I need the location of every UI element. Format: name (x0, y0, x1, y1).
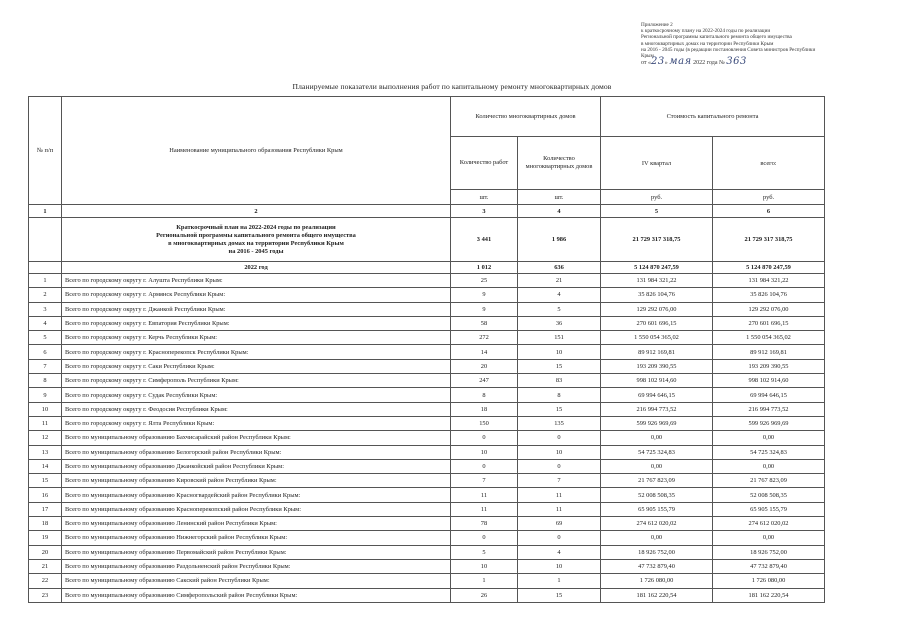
header-total: всего: (713, 137, 825, 190)
row-name: Всего по муниципальному образованию Нижнегорский район Республики Крым: (62, 531, 451, 545)
row-name: Всего по муниципальному образованию Белогорский район Республики Крым: (62, 445, 451, 459)
header-houses: Количество многоквартирных домов (518, 137, 601, 190)
row-total: 181 162 220,54 (713, 588, 825, 602)
year-row (29, 262, 825, 274)
annex-sign-day: 23 (651, 56, 665, 68)
table-row (29, 359, 825, 373)
row-name: Всего по городскому округу г. Керчь Республики Крым: (62, 331, 451, 345)
row-name: Всего по муниципальному образованию Симферопольский район Республики Крым: (62, 588, 451, 602)
row-name: Всего по муниципальному образованию Сакский район Республики Крым: (62, 574, 451, 588)
unit-houses: шт. (518, 190, 601, 205)
summary-name-line: в многоквартирных домах на территории Республики Крым (168, 239, 344, 247)
row-number: 16 (29, 488, 62, 502)
row-houses: 1 (518, 574, 601, 588)
table-row (29, 531, 825, 545)
summary-q4: 21 729 317 318,75 (601, 218, 713, 262)
row-number: 15 (29, 474, 62, 488)
summary-total: 21 729 317 318,75 (713, 218, 825, 262)
annex-line: Крым (641, 53, 654, 60)
col-number: 2 (62, 205, 451, 218)
row-total: 0,00 (713, 459, 825, 473)
row-name: Всего по муниципальному образованию Ленинский район Республики Крым: (62, 517, 451, 531)
header-name: Наименование муниципального образования Республики Крым (62, 97, 451, 205)
col-number: 1 (29, 205, 62, 218)
summary-name-line: Краткосрочный план на 2022-2024 годы по реализации (176, 223, 336, 231)
year-label: 2022 год (62, 262, 451, 274)
header-group-count: Количество многоквартирных домов (451, 97, 601, 137)
row-name: Всего по городскому округу г. Джанкой Республики Крым: (62, 302, 451, 316)
col-number: 4 (518, 205, 601, 218)
table-row (29, 517, 825, 531)
row-works: 78 (451, 517, 518, 531)
annex-signature-line: от «23» мая 2022 года № 363 (641, 56, 747, 68)
row-total: 599 926 969,69 (713, 416, 825, 430)
row-name: Всего по городскому округу г. Армянск Республики Крым: (62, 288, 451, 302)
table-row (29, 488, 825, 502)
row-total: 21 767 823,09 (713, 474, 825, 488)
row-number: 4 (29, 316, 62, 330)
row-name: Всего по муниципальному образованию Красногвардейский район Республики Крым: (62, 488, 451, 502)
row-houses: 21 (518, 274, 601, 288)
table-body (29, 274, 825, 603)
table-row (29, 545, 825, 559)
row-total: 35 826 104,76 (713, 288, 825, 302)
summary-works: 3 441 (451, 218, 518, 262)
row-total: 270 601 696,15 (713, 316, 825, 330)
row-q4: 35 826 104,76 (601, 288, 713, 302)
row-total: 131 984 321,22 (713, 274, 825, 288)
row-houses: 11 (518, 502, 601, 516)
row-name: Всего по городскому округу г. Судак Республики Крым: (62, 388, 451, 402)
table-header (29, 97, 825, 274)
repair-plan-table (28, 96, 825, 603)
row-total: 998 102 914,60 (713, 374, 825, 388)
row-number: 3 (29, 302, 62, 316)
row-name: Всего по муниципальному образованию Первомайский район Республики Крым: (62, 545, 451, 559)
row-name: Всего по городскому округу г. Ялта Республики Крым: (62, 416, 451, 430)
year-total: 5 124 870 247,59 (713, 262, 825, 274)
row-works: 9 (451, 302, 518, 316)
row-works: 25 (451, 274, 518, 288)
row-number: 17 (29, 502, 62, 516)
table-row (29, 316, 825, 330)
row-q4: 193 209 390,55 (601, 359, 713, 373)
row-houses: 15 (518, 588, 601, 602)
table-row (29, 559, 825, 573)
year-works: 1 012 (451, 262, 518, 274)
row-q4: 998 102 914,60 (601, 374, 713, 388)
row-number: 8 (29, 374, 62, 388)
row-q4: 599 926 969,69 (601, 416, 713, 430)
row-works: 0 (451, 431, 518, 445)
table-row (29, 431, 825, 445)
row-total: 216 994 773,52 (713, 402, 825, 416)
row-number: 7 (29, 359, 62, 373)
row-name: Всего по муниципальному образованию Кировский район Республики Крым: (62, 474, 451, 488)
row-number: 19 (29, 531, 62, 545)
unit-q4: руб. (601, 190, 713, 205)
annex-line: в многоквартирных домах на территории Республики Крым (641, 40, 774, 47)
row-q4: 18 926 752,00 (601, 545, 713, 559)
row-houses: 4 (518, 545, 601, 559)
annex-line: на 2016 - 2045 годы (в редакции постановления Совета министров Республики (641, 46, 816, 53)
summary-houses: 1 986 (518, 218, 601, 262)
row-total: 69 994 646,15 (713, 388, 825, 402)
row-houses: 135 (518, 416, 601, 430)
annex-note (641, 22, 876, 66)
row-works: 10 (451, 445, 518, 459)
row-number: 9 (29, 388, 62, 402)
unit-works: шт. (451, 190, 518, 205)
row-houses: 15 (518, 359, 601, 373)
row-works: 10 (451, 559, 518, 573)
unit-total: руб. (713, 190, 825, 205)
row-q4: 0,00 (601, 459, 713, 473)
row-q4: 131 984 321,22 (601, 274, 713, 288)
row-works: 7 (451, 474, 518, 488)
row-works: 26 (451, 588, 518, 602)
row-houses: 69 (518, 517, 601, 531)
row-total: 129 292 076,00 (713, 302, 825, 316)
row-total: 65 905 155,79 (713, 502, 825, 516)
row-total: 1 726 080,00 (713, 574, 825, 588)
row-name: Всего по муниципальному образованию Бахчисарайский район Республики Крым: (62, 431, 451, 445)
row-number: 14 (29, 459, 62, 473)
row-total: 1 550 054 365,02 (713, 331, 825, 345)
year-q4: 5 124 870 247,59 (601, 262, 713, 274)
table-row (29, 388, 825, 402)
row-works: 247 (451, 374, 518, 388)
row-name: Всего по муниципальному образованию Красноперекопский район Республики Крым: (62, 502, 451, 516)
table-row (29, 474, 825, 488)
row-number: 20 (29, 545, 62, 559)
annex-sign-month: мая (669, 56, 692, 68)
table-row (29, 345, 825, 359)
row-number: 23 (29, 588, 62, 602)
row-houses: 5 (518, 302, 601, 316)
row-q4: 65 905 155,79 (601, 502, 713, 516)
row-name: Всего по городскому округу г. Алушта Республики Крым: (62, 274, 451, 288)
row-houses: 7 (518, 474, 601, 488)
row-houses: 0 (518, 459, 601, 473)
row-houses: 4 (518, 288, 601, 302)
row-q4: 270 601 696,15 (601, 316, 713, 330)
row-number: 18 (29, 517, 62, 531)
row-works: 0 (451, 531, 518, 545)
row-name: Всего по городскому округу г. Саки Республики Крым: (62, 359, 451, 373)
col-number: 3 (451, 205, 518, 218)
row-q4: 1 550 054 365,02 (601, 331, 713, 345)
row-number: 22 (29, 574, 62, 588)
row-houses: 0 (518, 431, 601, 445)
row-works: 9 (451, 288, 518, 302)
row-q4: 21 767 823,09 (601, 474, 713, 488)
row-houses: 10 (518, 345, 601, 359)
table-row (29, 445, 825, 459)
annex-sign-number: 363 (726, 56, 747, 68)
row-number: 13 (29, 445, 62, 459)
row-houses: 36 (518, 316, 601, 330)
row-works: 14 (451, 345, 518, 359)
row-name: Всего по городскому округу г. Симферополь Республики Крым: (62, 374, 451, 388)
summary-name (62, 218, 451, 262)
annex-line: Приложение 2 (641, 22, 673, 28)
row-q4: 89 912 169,81 (601, 345, 713, 359)
row-name: Всего по городскому округу г. Евпатория Республики Крым: (62, 316, 451, 330)
row-total: 47 732 879,40 (713, 559, 825, 573)
row-works: 58 (451, 316, 518, 330)
table-row (29, 402, 825, 416)
document-title: Планируемые показатели выполнения работ по капитальному ремонту многоквартирных домов (292, 82, 612, 91)
row-works: 5 (451, 545, 518, 559)
row-works: 0 (451, 459, 518, 473)
row-houses: 10 (518, 445, 601, 459)
col-number: 5 (601, 205, 713, 218)
row-number: 10 (29, 402, 62, 416)
row-q4: 0,00 (601, 431, 713, 445)
annex-line: Региональной программы капитального ремонта общего имущества (641, 34, 792, 41)
row-works: 8 (451, 388, 518, 402)
row-works: 150 (451, 416, 518, 430)
table-row (29, 302, 825, 316)
row-number: 11 (29, 416, 62, 430)
row-houses: 8 (518, 388, 601, 402)
row-total: 0,00 (713, 431, 825, 445)
table-row (29, 374, 825, 388)
row-total: 193 209 390,55 (713, 359, 825, 373)
table-row (29, 502, 825, 516)
row-houses: 83 (518, 374, 601, 388)
row-q4: 47 732 879,40 (601, 559, 713, 573)
table-row (29, 331, 825, 345)
table-row (29, 288, 825, 302)
year-houses: 636 (518, 262, 601, 274)
summary-name-line: на 2016 - 2045 годы (228, 247, 284, 255)
row-q4: 181 162 220,54 (601, 588, 713, 602)
row-total: 274 612 020,02 (713, 517, 825, 531)
row-q4: 54 725 324,83 (601, 445, 713, 459)
row-houses: 10 (518, 559, 601, 573)
row-total: 0,00 (713, 531, 825, 545)
summary-row (29, 218, 825, 262)
row-number: 6 (29, 345, 62, 359)
annex-sign-year: 2022 года № (693, 60, 725, 67)
row-q4: 69 994 646,15 (601, 388, 713, 402)
row-total: 18 926 752,00 (713, 545, 825, 559)
table-row (29, 459, 825, 473)
row-q4: 0,00 (601, 531, 713, 545)
row-total: 52 008 508,35 (713, 488, 825, 502)
row-number: 2 (29, 288, 62, 302)
header-num: № п/п (29, 97, 62, 205)
row-total: 89 912 169,81 (713, 345, 825, 359)
row-name: Всего по городскому округу г. Красноперекопск Республики Крым: (62, 345, 451, 359)
row-number: 12 (29, 431, 62, 445)
header-works: Количество работ (451, 137, 518, 190)
row-works: 18 (451, 402, 518, 416)
row-works: 11 (451, 488, 518, 502)
row-works: 20 (451, 359, 518, 373)
row-q4: 129 292 076,00 (601, 302, 713, 316)
table-row (29, 588, 825, 602)
summary-name-line: Региональной программы капитального ремонта общего имущества (156, 231, 356, 239)
row-name: Всего по муниципальному образованию Джанкойский район Республики Крым: (62, 459, 451, 473)
header-group-cost: Стоимость капитального ремонта (601, 97, 825, 137)
annex-line: к краткосрочному плану на 2022-2024 годы по реализации (641, 28, 771, 35)
row-name: Всего по городскому округу г. Феодосия Республики Крым: (62, 402, 451, 416)
row-number: 21 (29, 559, 62, 573)
row-houses: 11 (518, 488, 601, 502)
row-houses: 0 (518, 531, 601, 545)
col-number: 6 (713, 205, 825, 218)
table-row (29, 416, 825, 430)
row-q4: 216 994 773,52 (601, 402, 713, 416)
row-number: 5 (29, 331, 62, 345)
row-q4: 52 008 508,35 (601, 488, 713, 502)
row-houses: 15 (518, 402, 601, 416)
row-total: 54 725 324,83 (713, 445, 825, 459)
row-houses: 151 (518, 331, 601, 345)
row-q4: 274 612 020,02 (601, 517, 713, 531)
row-number: 1 (29, 274, 62, 288)
row-works: 1 (451, 574, 518, 588)
row-works: 11 (451, 502, 518, 516)
table-row (29, 274, 825, 288)
row-q4: 1 726 080,00 (601, 574, 713, 588)
row-name: Всего по муниципальному образованию Раздольненский район Республики Крым: (62, 559, 451, 573)
row-works: 272 (451, 331, 518, 345)
table-row (29, 574, 825, 588)
annex-sign-prefix: от « (641, 60, 652, 67)
header-q4: IV квартал (601, 137, 713, 190)
